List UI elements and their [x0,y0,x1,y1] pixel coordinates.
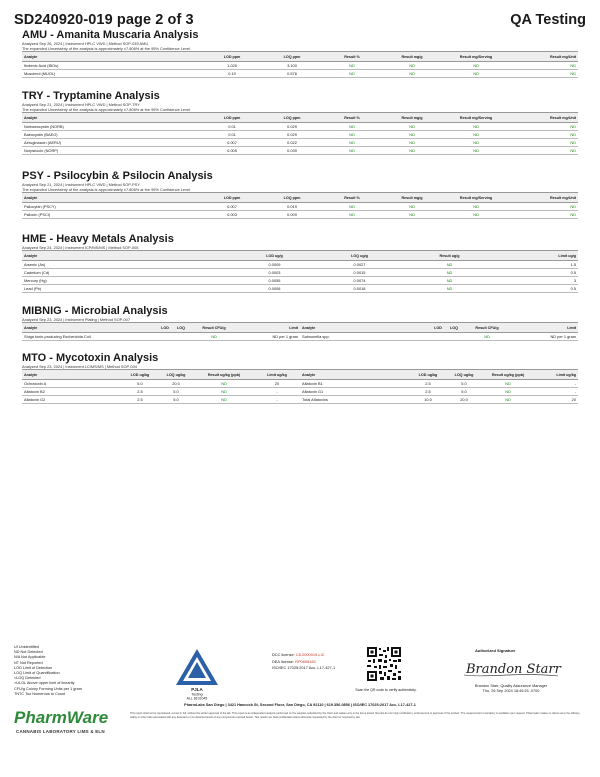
cell: ND [482,388,534,396]
col-header: Result % [322,52,382,62]
cell: Aflatoxin B2 [22,388,122,396]
col-header: LOQ [173,323,189,333]
signature-image [458,655,568,681]
col-header: Result ug/kg (ppb) [194,370,254,380]
cell [446,333,462,341]
cell: ND [322,131,382,139]
section-title: PSY - Psilocybin & Psilocin Analysis [22,170,213,182]
cell: 0.5 [497,285,578,293]
legend-item: NT Not Reported [14,660,43,665]
cell: ND [382,70,442,78]
cell: ND [382,203,442,211]
col-header: Result mg/Unit [510,113,578,123]
cell: Ochratoxin A [22,380,122,388]
cell: ND per 1 gram [512,333,578,341]
cell: Psilocybin (PSCY) [22,203,202,211]
cell: ND [442,123,510,131]
cell: 0.039 [262,147,322,155]
section-meta: Analyzed Sep 23, 2024 | Instrument LC/MS/MS | Method SOP-004 [22,364,137,369]
cell: ND [442,211,510,219]
iso-accreditation: ISO/IEC 17025:2017 Acc. L17-427-1 [272,665,336,670]
section-meta: Analyzed Sep 21, 2024 | Instrument HPLC VWD | Method SOP-TRY [22,102,140,107]
cell: 0.19 [202,70,262,78]
table-row [22,131,578,139]
cell: 5.0 [446,388,482,396]
cell: 2.5 [410,380,446,388]
pjla-label: PJLA [191,687,203,692]
col-header: Analyte [22,323,157,333]
cell: 0.007 [202,203,262,211]
section-meta: Analyzed Sep 23, 2024 | Instrument Plating | Method SOP-007 [22,317,130,322]
col-header: Limit [239,323,300,333]
cell: 20 [254,380,300,388]
col-header: LOQ ppm [262,52,322,62]
cell: ND [510,203,578,211]
cell: 0.0009 [232,261,317,269]
signature-script: Brandon Starr [466,662,561,677]
legend-item: UI Unidentified [14,645,39,649]
cell: Mercury (Hg) [22,277,232,285]
col-header: LOD ppm [202,52,262,62]
table-row [22,203,578,211]
cell: Arsenic (As) [22,261,232,269]
col-header: LOD ppm [202,113,262,123]
col-header: Result mg/g [382,193,442,203]
col-header: Limit ug/kg [534,370,578,380]
cell: 0.0027 [317,261,402,269]
qr-caption: Scan the QR code to verify authenticity. [355,688,417,692]
pharmware-logo-subtitle: CANNABIS LABORATORY LIMS & ELN [16,729,105,734]
col-header: LOQ ppm [262,113,322,123]
header-qa-testing: QA Testing [510,12,586,28]
pjla-testing: Testing [191,692,203,697]
cell: 0.0015 [317,269,402,277]
col-header: Analyte [22,193,202,203]
col-header: Analyte [22,113,202,123]
lab-address: PharmLabs San Diego | 3421 Hancock St, Second Floor, San Diego, CA 92110 | 619.356.0856 | ISO/IEC 17025:2017 Acc. L17-427-1 [184,703,416,707]
cell: Salmonella spp. [300,333,430,341]
cell: ND [442,203,510,211]
cell: ND [194,380,254,388]
cell: ND [442,70,510,78]
col-header: Analyte [22,370,122,380]
table-row [22,211,578,219]
amu-section [22,29,578,78]
cell: ND [402,285,497,293]
cell: - [254,388,300,396]
table-row [22,261,578,269]
pjla-accreditation-icon [172,645,222,700]
cell: ND [382,131,442,139]
cell: 0.029 [262,123,322,131]
cell: ND [382,147,442,155]
cell: ND [322,147,382,155]
col-header: LOD ug/kg [122,370,158,380]
cell: 1.5 [497,261,578,269]
cell: ND [402,277,497,285]
cell: Ibotenic Acid (IBOs) [22,62,202,70]
table-header-row [22,52,578,62]
table-row [22,396,578,404]
col-header: Analyte [300,323,430,333]
cell: ND [322,211,382,219]
cell: Aflatoxin G1 [300,388,410,396]
cell: ND [382,62,442,70]
table-header-row [22,251,578,261]
col-header: Result % [322,193,382,203]
cell: 0.01 [202,123,262,131]
legend-item: N/A Not Applicable [14,655,46,660]
col-header: LOD [430,323,446,333]
section-uncertainty: The expanded Uncertainty of the analysis is approximately ±7.806% at the 95% Confidence Level [22,107,191,112]
section-meta: Analyzed Sep 21, 2024 | Instrument HPLC VWD | Method SOP-PSY [22,182,140,187]
col-header: Limit ug/g [497,251,578,261]
mto-section [22,352,578,404]
cell: Aflatoxin B1 [300,380,410,388]
cell: 2.5 [122,388,158,396]
cell: ND [510,131,578,139]
cell: ND [510,147,578,155]
cell: ND [322,62,382,70]
cell: 0.019 [262,203,322,211]
cell: Shiga toxin-producing Escherichia Coli [22,333,157,341]
col-header: LOQ ug/kg [446,370,482,380]
cell: Baeocystin (BAEO) [22,131,202,139]
cell: 2.5 [410,388,446,396]
col-header: Result mg/Serving [442,193,510,203]
col-header: Result mg/g [382,52,442,62]
dcc-license-label: DCC license: [272,652,295,657]
section-title: MTO - Mycotoxin Analysis [22,352,159,364]
col-header: LOQ ppm [262,193,322,203]
cell: 0.01 [202,131,262,139]
col-header: LOD ug/kg [410,370,446,380]
signature-date: Thu, 26 Sep 2024 18:49:25 -0700 [482,689,540,693]
dea-license-label: DEA license: [272,658,295,664]
cell: ND [382,211,442,219]
legend-item: LOQ Limit of Quantification [14,671,60,676]
cell: 20.0 [446,396,482,404]
col-header: LOQ ug/g [317,251,402,261]
cell: 0.009 [262,211,322,219]
cell: 5.0 [158,388,194,396]
table-row [22,139,578,147]
cell: ND [442,139,510,147]
table-row [22,333,578,341]
cell: Aflatoxin G2 [22,396,122,404]
dea-license-value: RP0608183 [295,658,316,664]
pjla-number: ALL 8101045 [186,696,208,700]
cell: 0.029 [262,131,322,139]
cell: ND [322,70,382,78]
cell: 0.007 [202,139,262,147]
cell: Aeruginascin (AERU) [22,139,202,147]
section-meta: Analyzed Sep 26, 2024 | Instrument HPLC VWD | Method SOP-039 AMU [22,41,149,46]
cell: ND [322,123,382,131]
cell: - [254,396,300,404]
cell: 3 [497,277,578,285]
cell: ND [510,211,578,219]
mto-table [22,369,578,404]
col-header: Result mg/Unit [510,193,578,203]
cell: ND [442,131,510,139]
col-header: Result CFU/g [189,323,239,333]
cell: 20.0 [158,380,194,388]
disclaimer-text: This report shall not be reproduced, except in full, without the written approval of the lab. This report is an independent analysis performed on the samples submitted by the client and relates only to the items tested. Results do not imply certification, endorsement or approval of the product. The measurement uncertainty is available upon request. PharmLabs makes no claims as to the efficacy, safety or other risks associated with any detected or non-detected levels of any compounds reported herein. Test results are held confidential unless otherwise requested by the client or required by law. [130,712,581,719]
qr-code-icon[interactable] [366,646,402,682]
cell: ND [510,123,578,131]
col-header: LOQ ug/kg [158,370,194,380]
cell: 5.0 [122,380,158,388]
cell: 0.0074 [317,277,402,285]
cell: ND [382,139,442,147]
cell: ND [194,388,254,396]
col-header: LOD ppm [202,193,262,203]
cell: 1.025 [202,62,262,70]
cell: Psilocin (PSCI) [22,211,202,219]
table-row [22,388,578,396]
cell: 0.5 [497,269,578,277]
cell: 0.0018 [317,285,402,293]
col-header: Analyte [300,370,410,380]
cell: 0.576 [262,70,322,78]
cell: 5.0 [446,380,482,388]
cell: Cadmium (Cd) [22,269,232,277]
col-header: LOD [157,323,173,333]
table-row [22,380,578,388]
cell: ND per 1 gram [239,333,300,341]
section-title: MIBNIG - Microbial Analysis [22,305,168,317]
table-row [22,70,578,78]
col-header: Result ug/g [402,251,497,261]
legend-item: ND Not Detected [14,650,43,655]
table-row [22,285,578,293]
cell [157,333,173,341]
cell: ND [189,333,239,341]
hme-table [22,250,578,293]
cell: 0.003 [202,211,262,219]
psy-table [22,192,578,219]
cell: ND [442,62,510,70]
cell: 2.5 [122,396,158,404]
mib-table [22,322,578,341]
cell: ND [462,333,512,341]
col-header: LOD ug/g [232,251,317,261]
abbreviation-legend [14,645,124,697]
section-title: TRY - Tryptamine Analysis [22,90,160,102]
try-table [22,112,578,155]
col-header: Result mg/Serving [442,113,510,123]
table-row [22,277,578,285]
cell: Muscimol (MUOL) [22,70,202,78]
col-header: Result ug/kg (ppb) [482,370,534,380]
cell: ND [382,123,442,131]
cell: 0.0006 [232,285,317,293]
table-row [22,147,578,155]
legend-item: >ULOL Above upper limit of linearity [14,681,75,686]
cell: Norbaeocystin (NORB) [22,123,202,131]
cell: ND [402,269,497,277]
legend-item: CFU/g Colony Forming Units per 1 gram [14,686,82,691]
col-header: Result CFU/g [462,323,512,333]
cell: ND [194,396,254,404]
table-header-row [22,193,578,203]
section-uncertainty: The expanded Uncertainty of the analysis is approximately ±7.806% at the 95% Confidence Level [22,46,191,51]
col-header: Analyte [22,52,202,62]
table-row [22,123,578,131]
legend-item: TNTC Too Numerous to Count [14,691,66,696]
cell: 10.0 [410,396,446,404]
cell: ND [482,380,534,388]
try-section [22,90,578,155]
cell: ND [322,139,382,147]
cell: 0.005 [202,147,262,155]
col-header: Analyte [22,251,232,261]
cell: - [534,380,578,388]
cell: ND [402,261,497,269]
pharmware-logo: PharmWare [14,708,109,727]
signatory-block [456,684,566,694]
signature-title: Authorized Signature [475,648,516,653]
cell: 20 [534,396,578,404]
cell: ND [442,147,510,155]
cell: ND [510,62,578,70]
cell: Total Aflatoxins [300,396,410,404]
table-header-row [22,370,578,380]
table-row [22,62,578,70]
psy-section [22,170,578,219]
section-uncertainty: The expanded Uncertainty of the analysis is approximately ±7.806% at the 95% Confidence Level [22,187,191,192]
mib-section [22,305,578,341]
cell: Norpsilocin (NORP) [22,147,202,155]
cell: ND [482,396,534,404]
dcc-license-value: C8-0000019-LIC [295,652,325,657]
cell: 0.0055 [232,277,317,285]
amu-table [22,51,578,78]
table-row [22,269,578,277]
col-header: Limit ug/kg [254,370,300,380]
section-title: AMU - Amanita Muscaria Analysis [22,29,199,41]
cell [430,333,446,341]
header-doc-id: SD240920-019 page 2 of 3 [14,12,194,28]
legend-item: LOD Limit of Detection [14,665,53,670]
signatory-name: Brandon Starr, Quality Assurance Manager [474,684,548,688]
cell: ND [510,139,578,147]
table-header-row [22,323,578,333]
col-header: Result mg/Unit [510,52,578,62]
cell [173,333,189,341]
legend-item: <LOQ Detected [14,676,41,681]
section-title: HME - Heavy Metals Analysis [22,233,174,245]
col-header: Result % [322,113,382,123]
col-header: LOQ [446,323,462,333]
cell: ND [322,203,382,211]
cell: - [534,388,578,396]
cell: 3.100 [262,62,322,70]
col-header: Limit [512,323,578,333]
hme-section [22,233,578,293]
col-header: Result mg/Serving [442,52,510,62]
cell: Lead (Pb) [22,285,232,293]
cell: 0.022 [262,139,322,147]
section-meta: Analyzed Sep 24, 2024 | Instrument ICP/MS/MS | Method SOP-005 [22,245,139,250]
cell: 0.0003 [232,269,317,277]
cell: ND [510,70,578,78]
table-header-row [22,113,578,123]
cell: 5.0 [158,396,194,404]
col-header: Result mg/g [382,113,442,123]
